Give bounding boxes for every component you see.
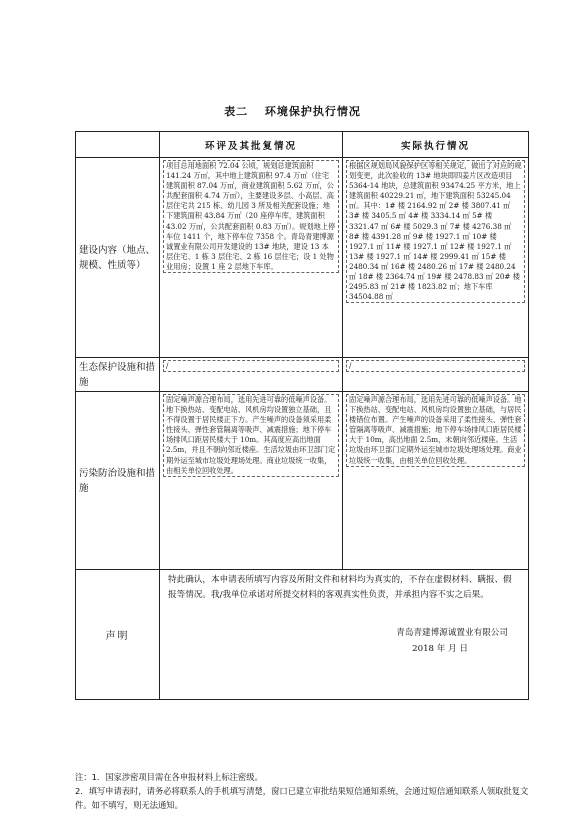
table-row-pollution [76,392,529,570]
table-title: 环境保护执行情况 [264,105,361,118]
declaration-company: 青岛青建博源诚置业有限公司 [396,628,508,638]
actual-pollution: 固定噪声源合理布局，选用先进可靠的低噪声设备。地下换热站、变配电站、风机房均设置独立基础，与居民楼错位布置。产生噪声的设备采用了柔性接头、弹性套管隔离等吸声、减震措施；地下停车场排风口距居民楼大于 10m，高出地面 2.5m，未朝向邻近楼座。生活垃圾由环卫部门定期外运至城市垃圾处理场处理。商业垃圾统一收集，由相关单位回收处理。 [346,394,525,467]
declaration-text: 特此确认，本申请表所填写内容及所附文件和材料均为真实的，不存在虚假材料、瞒报、假报等情况。我/我单位承诺对所提交材料的客观真实性负责，并承担内容不实之后果。 [168,575,512,600]
row-label-pollution: 污染防治设施和措施 [76,392,160,570]
table-header-row [76,132,529,158]
notes [75,770,530,813]
declaration-label: 声明 [76,570,160,700]
environmental-protection-table [75,131,529,700]
note-2: 2．填写申请表时，请务必将联系人的手机填写清楚，窗口已建立审批结果短信通知系统，会通过短信通知联系人领取批复文件。如不填写，则无法通知。 [75,786,529,811]
row-label-ecology: 生态保护设施和措施 [76,358,160,392]
header-blank [76,132,160,158]
page-title [0,103,585,119]
actual-construction: 根据区规划局风貌保护区等相关规定，做出了对应的规划变更，此次验收的 13# 地块即四姜片区改造项目 5364-14 地块，总建筑面积 93474.25 平方米，地上建筑面积 40229.21 ㎡，地下建筑面积 53245.04 ㎡。其中：1# 楼 2164.92 ㎡ 2# 楼 3807.41 ㎡ 3# 楼 3405.5 ㎡ 4# 楼 3334.14 ㎡ 5# 楼 3321.47 ㎡ 6# 楼 5029.3 ㎡ 7# 楼 4276.38 ㎡ 8# 楼 4391.28 ㎡ 9# 楼 1927.1 ㎡ 10# 楼 1927.1 ㎡ 11# 楼 1927.1 ㎡ 12# 楼 1927.1 ㎡ 13# 楼 1927.1 ㎡ 14# 楼 2999.41 ㎡ 15# 楼 2480.34 ㎡ 16# 楼 2480.26 ㎡ 17# 楼 2480.24 ㎡ 18# 楼 2364.74 ㎡ 19# 楼 2478.83 ㎡ 20# 楼 2495.83 ㎡ 21# 楼 1823.82 ㎡；地下车库 34504.88 ㎡ [346,160,525,303]
note-1: 注：1．国家涉密项目需在各申报材料上标注密级。 [75,772,263,782]
header-actual: 实际执行情况 [343,132,529,158]
table-number: 表二 [224,105,249,118]
declaration-date: 2018 年 月 日 [412,644,468,654]
header-approval: 环评及其批复情况 [160,132,343,158]
table-row-ecology [76,358,529,392]
approval-ecology: / [163,360,339,372]
table-row-construction [76,158,529,358]
actual-ecology: / [346,360,525,372]
row-label-construction: 建设内容（地点、规模、性质等） [76,158,160,358]
approval-construction: 项目总用地面积 72.04 公顷，规划总建筑面积 141.24 万㎡，其中地上建筑面积 97.4 万㎡（住宅建筑面积 87.04 万㎡，商业建筑面积 5.62 万㎡，公共配套面积 4.74 万㎡），主要建设多层、小高层、高层住宅共 215 栋、幼儿园 3 所及相关配套设施；地下建筑面积 43.84 万㎡（20 座停车库，建筑面积 43.02 万㎡，公共配套面积 0.83 万㎡）。规划地上停车位 1411 个，地下停车位 7358 个。青岛青建博源诚置业有限公司开发建设的 13# 地块，建设 13 本层住宅、1 栋 3 层住宅、2 栋 16 层住宅；设 1 处物业用房；设置 1 座 2 层地下车库。 [163,160,339,273]
table-row-declaration [76,570,529,700]
approval-pollution: 固定噪声源合理布局，选用先进可靠的低噪声设备。地下换热站、变配电站、风机房均设置独立基础，且不得设置于居民楼正下方。产生噪声的设备须采用柔性接头、弹性套管隔离等吸声、减震措施；地下停车场排风口距居民楼大于 10m。其高度应高出地面 2.5m，并且不朝向邻近楼座。生活垃圾由环卫部门定期外运至城市垃圾处理场处理。商业垃圾统一收集，由相关单位回收处理。 [163,394,339,477]
